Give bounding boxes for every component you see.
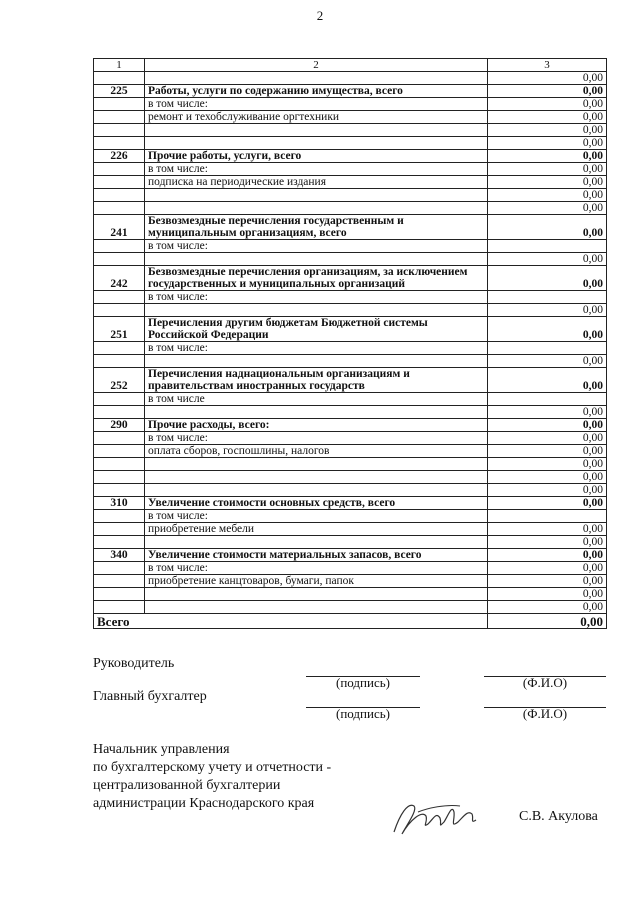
row-label: в том числе bbox=[145, 393, 488, 406]
handwritten-signature bbox=[388, 792, 488, 842]
row-value: 0,00 bbox=[488, 111, 607, 124]
row-value: 0,00 bbox=[488, 445, 607, 458]
row-label bbox=[145, 588, 488, 601]
table-row bbox=[94, 342, 607, 355]
budget-table-body bbox=[94, 59, 607, 629]
row-value: 0,00 bbox=[488, 497, 607, 510]
row-value: 0,00 bbox=[488, 137, 607, 150]
row-label: Работы, услуги по содержанию имущества, всего bbox=[145, 85, 488, 98]
row-value: 0,00 bbox=[488, 163, 607, 176]
row-label bbox=[145, 124, 488, 137]
row-code bbox=[94, 291, 145, 304]
row-value: 0,00 bbox=[488, 471, 607, 484]
row-value: 0,00 bbox=[488, 562, 607, 575]
head-label: Руководитель bbox=[93, 656, 175, 671]
chief-accountant-label: Главный бухгалтер bbox=[93, 689, 207, 704]
budget-table bbox=[93, 58, 607, 629]
row-code bbox=[94, 355, 145, 368]
table-row bbox=[94, 601, 607, 614]
table-row bbox=[94, 562, 607, 575]
row-code bbox=[94, 253, 145, 266]
row-value: 0,00 bbox=[488, 523, 607, 536]
row-code bbox=[94, 98, 145, 111]
table-row bbox=[94, 575, 607, 588]
row-label bbox=[145, 72, 488, 85]
row-code bbox=[94, 471, 145, 484]
total-label: Всего bbox=[94, 614, 488, 629]
row-value bbox=[488, 510, 607, 523]
accountant-signature-caption: (подпись) bbox=[336, 706, 390, 721]
row-code bbox=[94, 445, 145, 458]
row-value: 0,00 bbox=[488, 150, 607, 163]
table-row bbox=[94, 406, 607, 419]
row-label bbox=[145, 137, 488, 150]
row-code bbox=[94, 176, 145, 189]
row-value: 0,00 bbox=[488, 85, 607, 98]
row-value: 0,00 bbox=[488, 202, 607, 215]
table-row bbox=[94, 445, 607, 458]
row-label: приобретение мебели bbox=[145, 523, 488, 536]
position-line-4: администрации Краснодарского края bbox=[93, 796, 315, 811]
row-code bbox=[94, 111, 145, 124]
row-value: 0,00 bbox=[488, 98, 607, 111]
table-row bbox=[94, 98, 607, 111]
row-value: 0,00 bbox=[488, 484, 607, 497]
table-row bbox=[94, 368, 607, 393]
row-value: 0,00 bbox=[488, 419, 607, 432]
table-row bbox=[94, 291, 607, 304]
table-row bbox=[94, 523, 607, 536]
table-row bbox=[94, 240, 607, 253]
accountant-name-caption: (Ф.И.О) bbox=[522, 706, 568, 721]
row-value: 0,00 bbox=[488, 536, 607, 549]
row-value: 0,00 bbox=[488, 588, 607, 601]
row-value: 0,00 bbox=[488, 72, 607, 85]
row-value: 0,00 bbox=[488, 432, 607, 445]
row-label: в том числе: bbox=[145, 342, 488, 355]
row-code: 340 bbox=[94, 549, 145, 562]
row-label bbox=[145, 458, 488, 471]
table-row bbox=[94, 432, 607, 445]
table-row bbox=[94, 253, 607, 266]
total-value: 0,00 bbox=[488, 614, 607, 629]
table-row bbox=[94, 484, 607, 497]
row-label bbox=[145, 304, 488, 317]
row-label: в том числе: bbox=[145, 291, 488, 304]
table-row bbox=[94, 536, 607, 549]
row-code: 251 bbox=[94, 317, 145, 342]
row-value: 0,00 bbox=[488, 266, 607, 291]
row-value: 0,00 bbox=[488, 124, 607, 137]
position-line-3: централизованной бухгалтерии bbox=[93, 778, 281, 793]
position-line-1: Начальник управления bbox=[93, 742, 230, 757]
row-label bbox=[145, 536, 488, 549]
row-value: 0,00 bbox=[488, 406, 607, 419]
row-code bbox=[94, 588, 145, 601]
row-code bbox=[94, 137, 145, 150]
row-label bbox=[145, 355, 488, 368]
table-row bbox=[94, 176, 607, 189]
row-code bbox=[94, 202, 145, 215]
row-label: в том числе: bbox=[145, 163, 488, 176]
table-row bbox=[94, 304, 607, 317]
row-value: 0,00 bbox=[488, 601, 607, 614]
row-code bbox=[94, 163, 145, 176]
row-code bbox=[94, 536, 145, 549]
row-value: 0,00 bbox=[488, 215, 607, 240]
row-value: 0,00 bbox=[488, 549, 607, 562]
table-row bbox=[94, 393, 607, 406]
row-label: в том числе: bbox=[145, 98, 488, 111]
row-label bbox=[145, 202, 488, 215]
column-header-2: 2 bbox=[145, 59, 488, 72]
row-code bbox=[94, 562, 145, 575]
row-label: Увеличение стоимости основных средств, всего bbox=[145, 497, 488, 510]
column-header-3: 3 bbox=[488, 59, 607, 72]
row-label: Перечисления другим бюджетам Бюджетной системы Российской Федерации bbox=[145, 317, 488, 342]
table-row bbox=[94, 317, 607, 342]
table-row bbox=[94, 419, 607, 432]
table-row bbox=[94, 215, 607, 240]
page-number: 2 bbox=[316, 8, 324, 23]
row-value: 0,00 bbox=[488, 253, 607, 266]
table-row bbox=[94, 266, 607, 291]
row-label bbox=[145, 601, 488, 614]
table-row bbox=[94, 72, 607, 85]
row-value: 0,00 bbox=[488, 368, 607, 393]
row-code: 290 bbox=[94, 419, 145, 432]
row-label: оплата сборов, госпошлины, налогов bbox=[145, 445, 488, 458]
row-code bbox=[94, 406, 145, 419]
row-code: 226 bbox=[94, 150, 145, 163]
row-code bbox=[94, 342, 145, 355]
total-row bbox=[94, 614, 607, 629]
row-label bbox=[145, 484, 488, 497]
table-row bbox=[94, 202, 607, 215]
row-value: 0,00 bbox=[488, 355, 607, 368]
row-value bbox=[488, 393, 607, 406]
row-label: Увеличение стоимости материальных запасов, всего bbox=[145, 549, 488, 562]
row-code bbox=[94, 484, 145, 497]
row-code bbox=[94, 72, 145, 85]
position-line-2: по бухгалтерскому учету и отчетности - bbox=[93, 760, 332, 775]
table-row bbox=[94, 137, 607, 150]
table-header-row bbox=[94, 59, 607, 72]
row-value: 0,00 bbox=[488, 317, 607, 342]
row-label: в том числе: bbox=[145, 240, 488, 253]
row-label: в том числе: bbox=[145, 562, 488, 575]
row-label: Перечисления наднациональным организациям и правительствам иностранных государств bbox=[145, 368, 488, 393]
table-row bbox=[94, 458, 607, 471]
row-code bbox=[94, 458, 145, 471]
row-code bbox=[94, 189, 145, 202]
table-row bbox=[94, 355, 607, 368]
signer-position-block bbox=[93, 741, 331, 813]
row-code: 252 bbox=[94, 368, 145, 393]
row-value: 0,00 bbox=[488, 189, 607, 202]
row-code: 241 bbox=[94, 215, 145, 240]
row-code bbox=[94, 523, 145, 536]
row-label: Безвозмездные перечисления государственным и муниципальным организациям, всего bbox=[145, 215, 488, 240]
signer-name: С.В. Акулова bbox=[519, 809, 598, 824]
row-code bbox=[94, 575, 145, 588]
row-label: в том числе: bbox=[145, 432, 488, 445]
row-code bbox=[94, 304, 145, 317]
row-label: подписка на периодические издания bbox=[145, 176, 488, 189]
row-code bbox=[94, 432, 145, 445]
table-row bbox=[94, 111, 607, 124]
row-value bbox=[488, 291, 607, 304]
row-value: 0,00 bbox=[488, 458, 607, 471]
row-label: приобретение канцтоваров, бумаги, папок bbox=[145, 575, 488, 588]
table-row bbox=[94, 471, 607, 484]
head-name-caption: (Ф.И.О) bbox=[522, 675, 568, 690]
row-label: Безвозмездные перечисления организациям, за исключением государственных и муниципальных организаций bbox=[145, 266, 488, 291]
table-row bbox=[94, 510, 607, 523]
column-header-1: 1 bbox=[94, 59, 145, 72]
row-code bbox=[94, 240, 145, 253]
row-code bbox=[94, 124, 145, 137]
table-row bbox=[94, 549, 607, 562]
row-code: 242 bbox=[94, 266, 145, 291]
table-row bbox=[94, 588, 607, 601]
head-signature-caption: (подпись) bbox=[336, 675, 390, 690]
table-row bbox=[94, 163, 607, 176]
row-label bbox=[145, 189, 488, 202]
row-code bbox=[94, 601, 145, 614]
row-label: Прочие работы, услуги, всего bbox=[145, 150, 488, 163]
row-label bbox=[145, 471, 488, 484]
row-value bbox=[488, 240, 607, 253]
row-value: 0,00 bbox=[488, 575, 607, 588]
row-code: 225 bbox=[94, 85, 145, 98]
row-label: в том числе: bbox=[145, 510, 488, 523]
row-value bbox=[488, 342, 607, 355]
row-value: 0,00 bbox=[488, 176, 607, 189]
row-value: 0,00 bbox=[488, 304, 607, 317]
table-row bbox=[94, 189, 607, 202]
row-code bbox=[94, 510, 145, 523]
row-code bbox=[94, 393, 145, 406]
row-label: ремонт и техобслуживание оргтехники bbox=[145, 111, 488, 124]
table-row bbox=[94, 85, 607, 98]
row-label: Прочие расходы, всего: bbox=[145, 419, 488, 432]
table-row bbox=[94, 497, 607, 510]
table-row bbox=[94, 150, 607, 163]
row-code: 310 bbox=[94, 497, 145, 510]
row-label bbox=[145, 406, 488, 419]
row-label bbox=[145, 253, 488, 266]
table-row bbox=[94, 124, 607, 137]
